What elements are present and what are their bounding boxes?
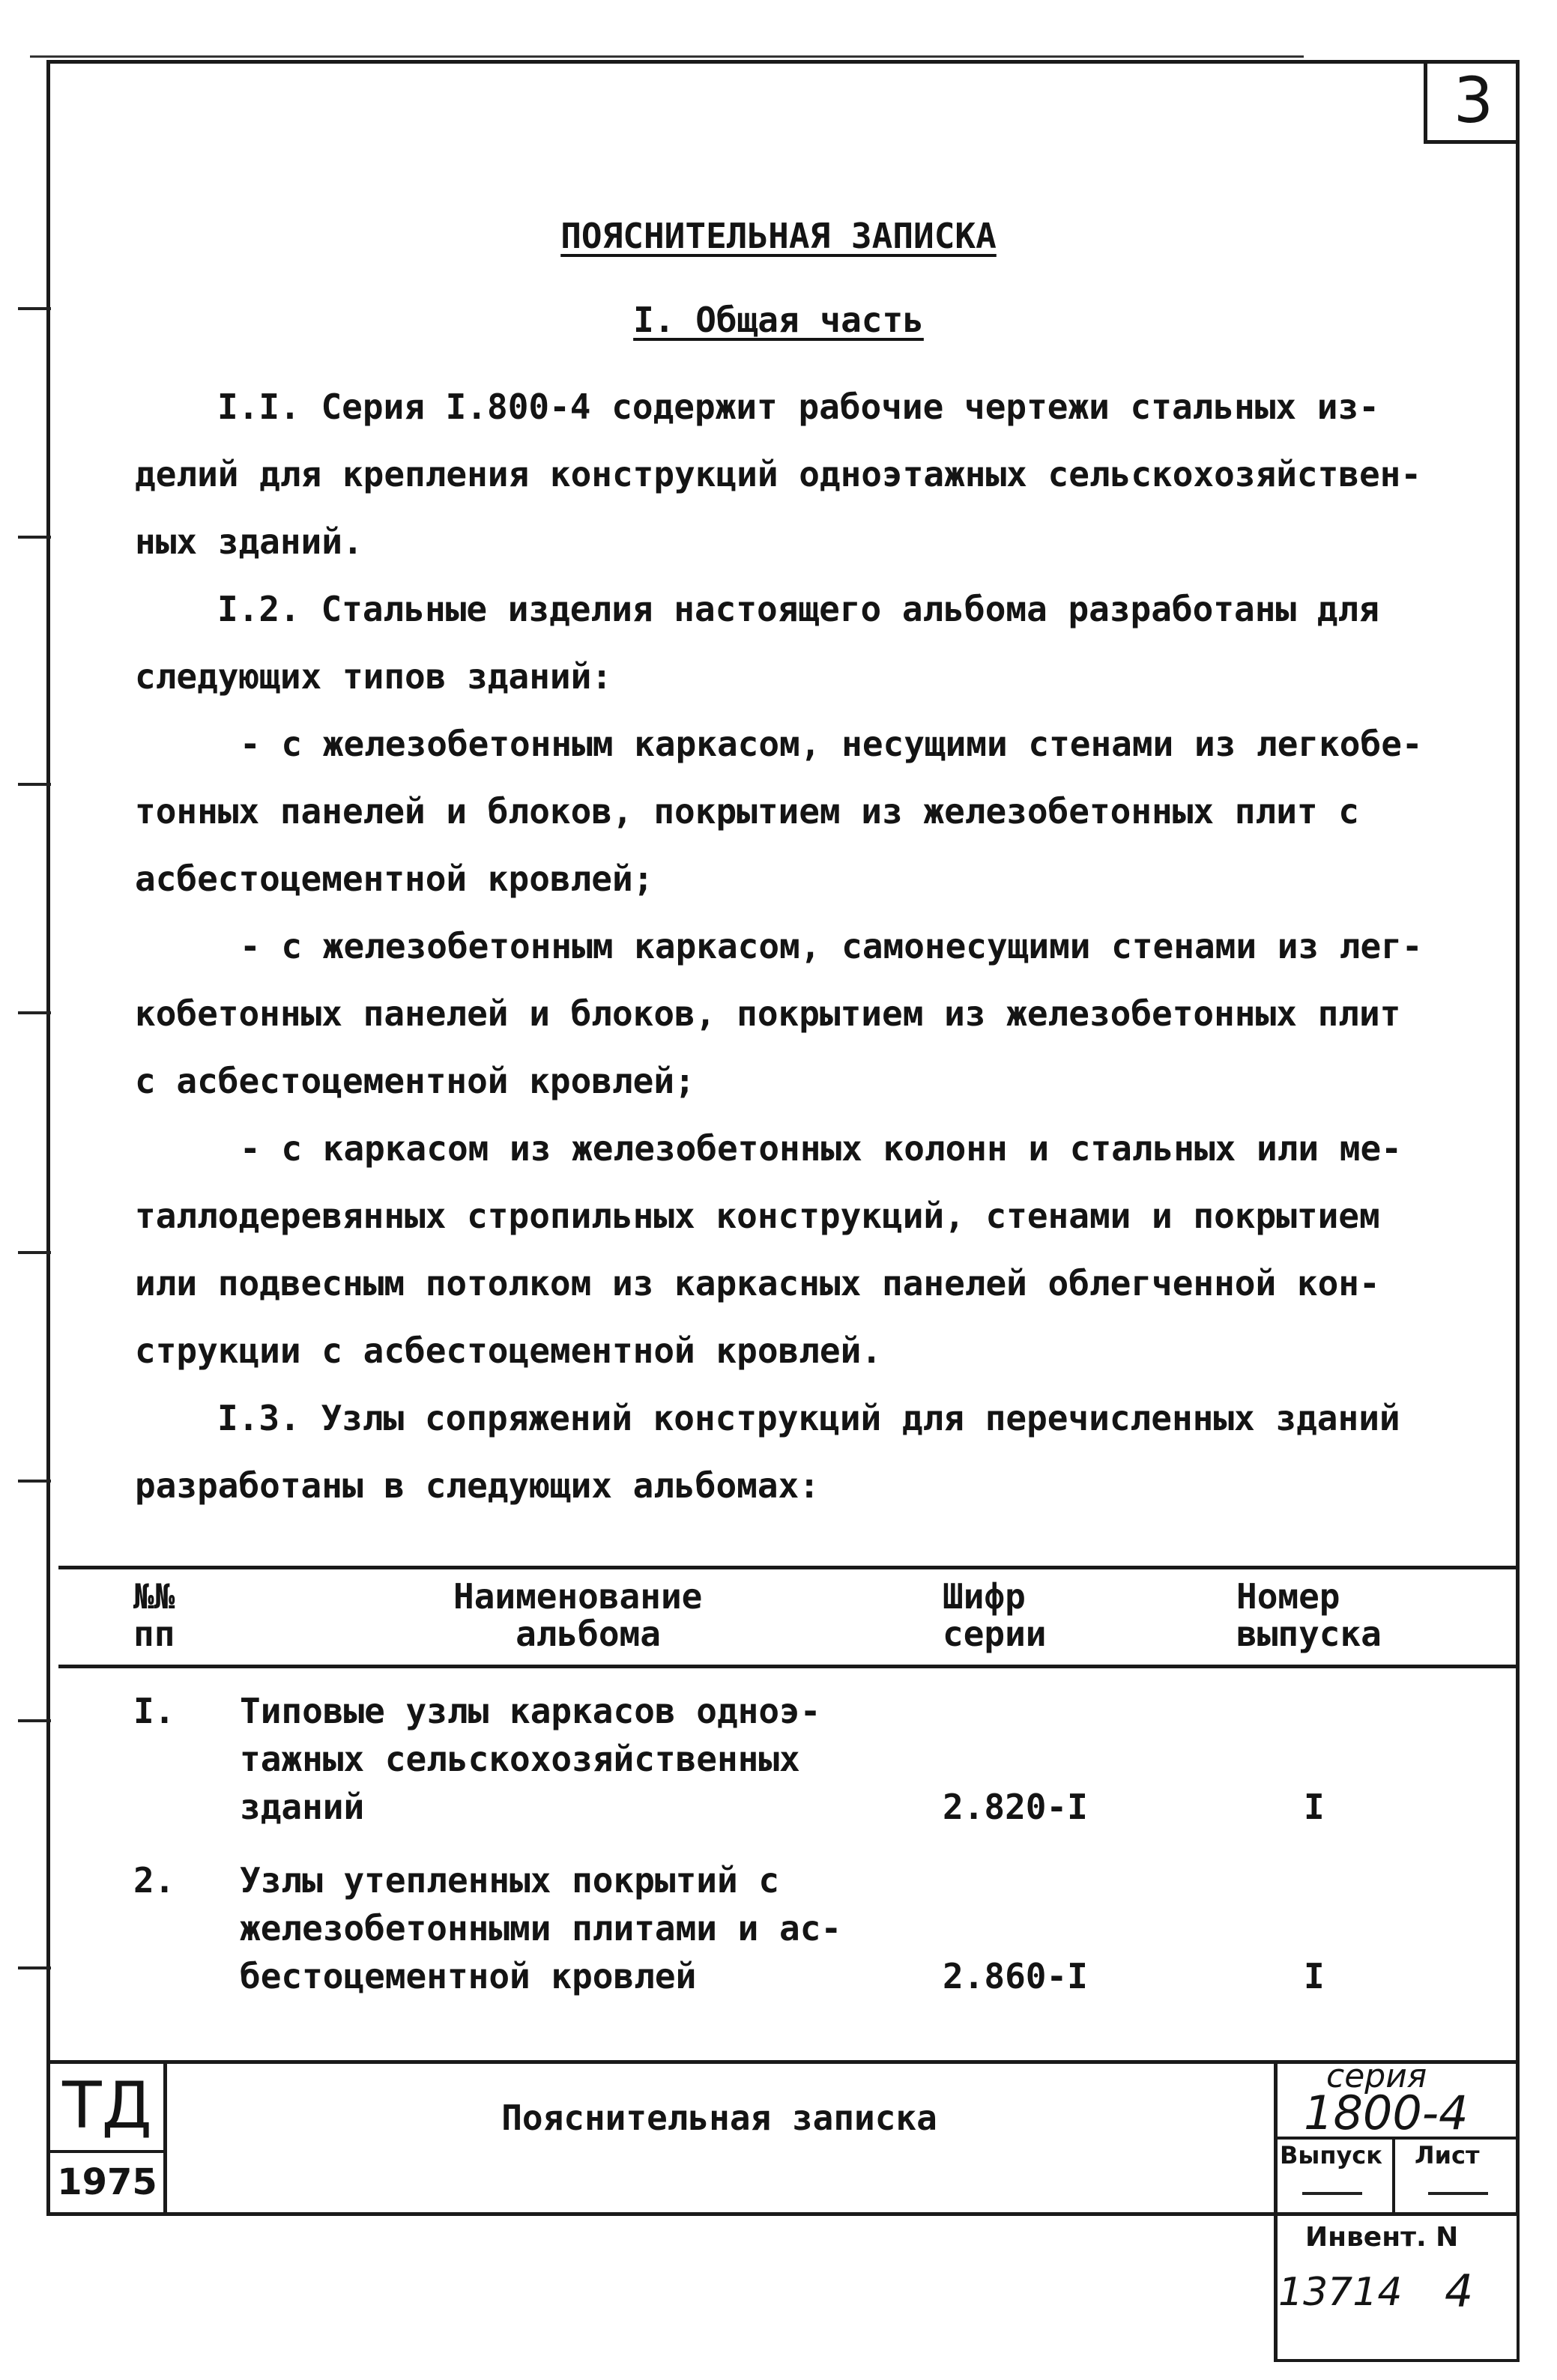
stamp-title: Пояснительная записка bbox=[501, 2098, 937, 2138]
row-name: Узлы утепленных покрытий с железобетонными плитами и ас- бестоцементной кровлей bbox=[240, 1860, 842, 1996]
paragraph-line: струкции с асбестоцементной кровлей. bbox=[135, 1330, 882, 1371]
stamp-divider bbox=[1274, 2137, 1520, 2140]
series-value: 1800-4 bbox=[1304, 2086, 1469, 2140]
paragraph-line: - с каркасом из железобетонных колонн и стальных или ме- bbox=[240, 1128, 1402, 1169]
row-code: 2.820-I bbox=[943, 1787, 1088, 1827]
paragraph-line: - с железобетонным каркасом, несущими стенами из легкобе- bbox=[240, 724, 1423, 764]
series-label: серия bbox=[1326, 2057, 1427, 2095]
stamp-year: 1975 bbox=[57, 2161, 157, 2203]
top-border-line bbox=[30, 55, 1304, 58]
margin-tick bbox=[18, 1251, 51, 1254]
paragraph-line: асбестоцементной кровлей; bbox=[135, 859, 654, 899]
row-code: 2.860-I bbox=[943, 1956, 1088, 1996]
stamp-divider bbox=[1392, 2137, 1395, 2214]
stamp-top-rule bbox=[46, 2060, 1520, 2064]
paragraph-line: таллодеревянных стропильных конструкций, стенами и покрытием bbox=[135, 1196, 1380, 1236]
row-num: I. bbox=[133, 1691, 175, 1731]
table-header-rule bbox=[58, 1665, 1520, 1668]
sheet-label: Лист bbox=[1415, 2141, 1480, 2169]
table-header-num: №№ пп bbox=[133, 1576, 175, 1654]
paragraph-line: разработаны в следующих альбомах: bbox=[135, 1465, 820, 1506]
row-name: Типовые узлы каркасов одноэ- тажных сельскохозяйственных зданий bbox=[240, 1691, 821, 1827]
paragraph-line: I.3. Узлы сопряжений конструкций для перечисленных зданий bbox=[217, 1398, 1400, 1438]
margin-tick bbox=[18, 1011, 51, 1014]
inventory-sheet: 4 bbox=[1445, 2265, 1474, 2318]
table-header-name: Наименование альбома bbox=[453, 1576, 703, 1654]
document-title: ПОЯСНИТЕЛЬНАЯ ЗАПИСКА bbox=[560, 216, 997, 256]
page-number: 3 bbox=[1424, 60, 1520, 144]
paragraph-line: следующих типов зданий: bbox=[135, 656, 612, 697]
sheet-value-dash bbox=[1428, 2192, 1488, 2195]
margin-tick bbox=[18, 536, 51, 539]
issue-label: Выпуск bbox=[1280, 2141, 1382, 2169]
inventory-label: Инвент. N bbox=[1305, 2222, 1459, 2253]
section-title: I. Общая часть bbox=[633, 300, 924, 340]
paragraph-line: кобетонных панелей и блоков, покрытием из железобетонных плит bbox=[135, 993, 1401, 1034]
margin-tick bbox=[18, 783, 51, 786]
row-issue: I bbox=[1304, 1787, 1325, 1827]
row-issue: I bbox=[1304, 1956, 1325, 1996]
paragraph-line: ных зданий. bbox=[135, 521, 363, 562]
paragraph-line: I.2. Стальные изделия настоящего альбома разработаны для bbox=[217, 589, 1379, 629]
table-header-code: Шифр серии bbox=[943, 1576, 1047, 1654]
margin-tick bbox=[18, 1480, 51, 1483]
row-num: 2. bbox=[133, 1860, 175, 1901]
paragraph-line: с асбестоцементной кровлей; bbox=[135, 1061, 695, 1101]
paragraph-line: - с железобетонным каркасом, самонесущими стенами из лег- bbox=[240, 926, 1423, 966]
margin-tick bbox=[18, 1966, 51, 1969]
margin-tick bbox=[18, 1719, 51, 1722]
issue-value-dash bbox=[1302, 2192, 1362, 2195]
inventory-value: 13714 bbox=[1278, 2270, 1403, 2315]
organization-logo: ТД bbox=[62, 2068, 152, 2143]
paragraph-line: или подвесным потолком из каркасных панелей облегченной кон- bbox=[135, 1263, 1380, 1303]
paragraph-line: тонных панелей и блоков, покрытием из железобетонных плит с bbox=[135, 791, 1359, 832]
paragraph-line: I.I. Серия I.800-4 содержит рабочие чертежи стальных из- bbox=[217, 387, 1379, 427]
table-top-rule bbox=[58, 1566, 1520, 1569]
table-header-issue: Номер выпуска bbox=[1236, 1576, 1382, 1654]
paragraph-line: делий для крепления конструкций одноэтажных сельскохозяйствен- bbox=[135, 454, 1422, 494]
